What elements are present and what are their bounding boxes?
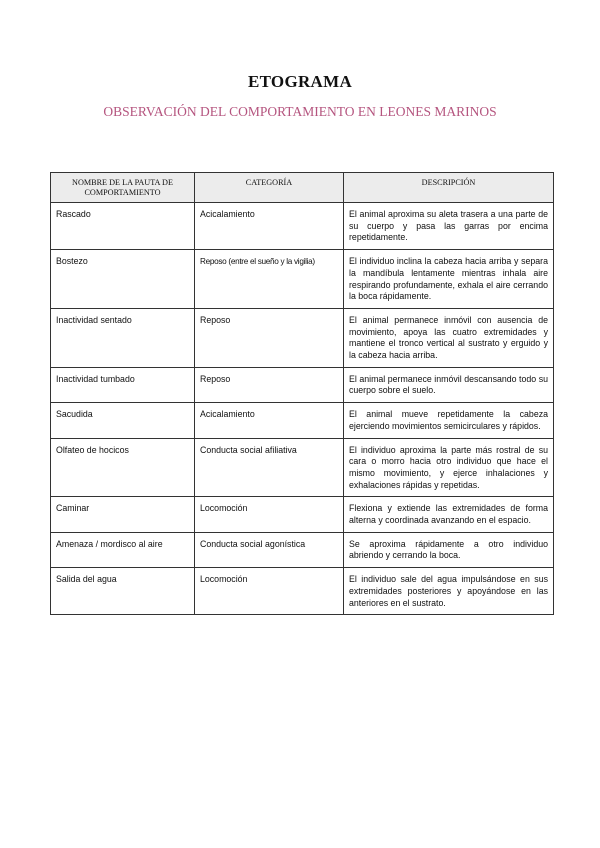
behavior-description: El animal aproxima su aleta trasera a una parte de su cuerpo y pasa las garras por encima repetidamente. (344, 203, 554, 250)
behavior-description: El animal mueve repetidamente la cabeza ejerciendo movimientos semicirculares y rápidos. (344, 403, 554, 438)
behavior-name: Salida del agua (51, 568, 195, 615)
behavior-name: Inactividad tumbado (51, 367, 195, 402)
table-row (51, 438, 554, 497)
behavior-name: Rascado (51, 203, 195, 250)
behavior-name: Caminar (51, 497, 195, 532)
behavior-category: Locomoción (195, 568, 344, 615)
table-row (51, 403, 554, 438)
behavior-category: Reposo (entre el sueño y la vigilia) (195, 250, 344, 309)
table-row (51, 203, 554, 250)
behavior-category: Locomoción (195, 497, 344, 532)
behavior-description: El individuo inclina la cabeza hacia arriba y separa la mandíbula lentamente mientras inhala aire respirando profundamente, exhala el aire cerrando la boca rápidamente. (344, 250, 554, 309)
behavior-description: El individuo sale del agua impulsándose en sus extremidades posteriores y apoyándose en las anteriores en el sustrato. (344, 568, 554, 615)
document-title: ETOGRAMA (247, 72, 353, 91)
table-row (51, 532, 554, 567)
behavior-name: Sacudida (51, 403, 195, 438)
behavior-description: El animal permanece inmóvil descansando todo su cuerpo sobre el suelo. (344, 367, 554, 402)
behavior-category: Conducta social afiliativa (195, 438, 344, 497)
header-behavior-name: NOMBRE DE LA PAUTA DE COMPORTAMIENTO (51, 173, 195, 203)
table-row (51, 497, 554, 532)
table-row (51, 250, 554, 309)
behavior-category: Reposo (195, 367, 344, 402)
table-row (51, 367, 554, 402)
behavior-description: Se aproxima rápidamente a otro individuo abriendo y cerrando la boca. (344, 532, 554, 567)
ethogram-table (50, 172, 554, 615)
behavior-category: Conducta social agonística (195, 532, 344, 567)
table-row (51, 308, 554, 367)
behavior-name: Amenaza / mordisco al aire (51, 532, 195, 567)
behavior-category: Acicalamiento (195, 403, 344, 438)
behavior-category: Acicalamiento (195, 203, 344, 250)
header-category: CATEGORÍA (195, 173, 344, 203)
behavior-name: Inactividad sentado (51, 308, 195, 367)
table-row (51, 568, 554, 615)
behavior-description: El animal permanece inmóvil con ausencia de movimiento, apoya las cuatro extremidades y mantiene el tronco vertical al sustrato y erguido y la cabeza hacia arriba. (344, 308, 554, 367)
table-header-row (51, 173, 554, 203)
document-subtitle: OBSERVACIÓN DEL COMPORTAMIENTO EN LEONES MARINOS (103, 104, 497, 119)
behavior-description: El individuo aproxima la parte más rostral de su cara o morro hacia otro individuo que hace el mismo movimiento, y ejerce inhalaciones y exhalaciones rápidas y repetidas. (344, 438, 554, 497)
behavior-name: Bostezo (51, 250, 195, 309)
behavior-category: Reposo (195, 308, 344, 367)
behavior-description: Flexiona y extiende las extremidades de forma alterna y coordinada avanzando en el espacio. (344, 497, 554, 532)
behavior-name: Olfateo de hocicos (51, 438, 195, 497)
header-description: DESCRIPCIÓN (344, 173, 554, 203)
